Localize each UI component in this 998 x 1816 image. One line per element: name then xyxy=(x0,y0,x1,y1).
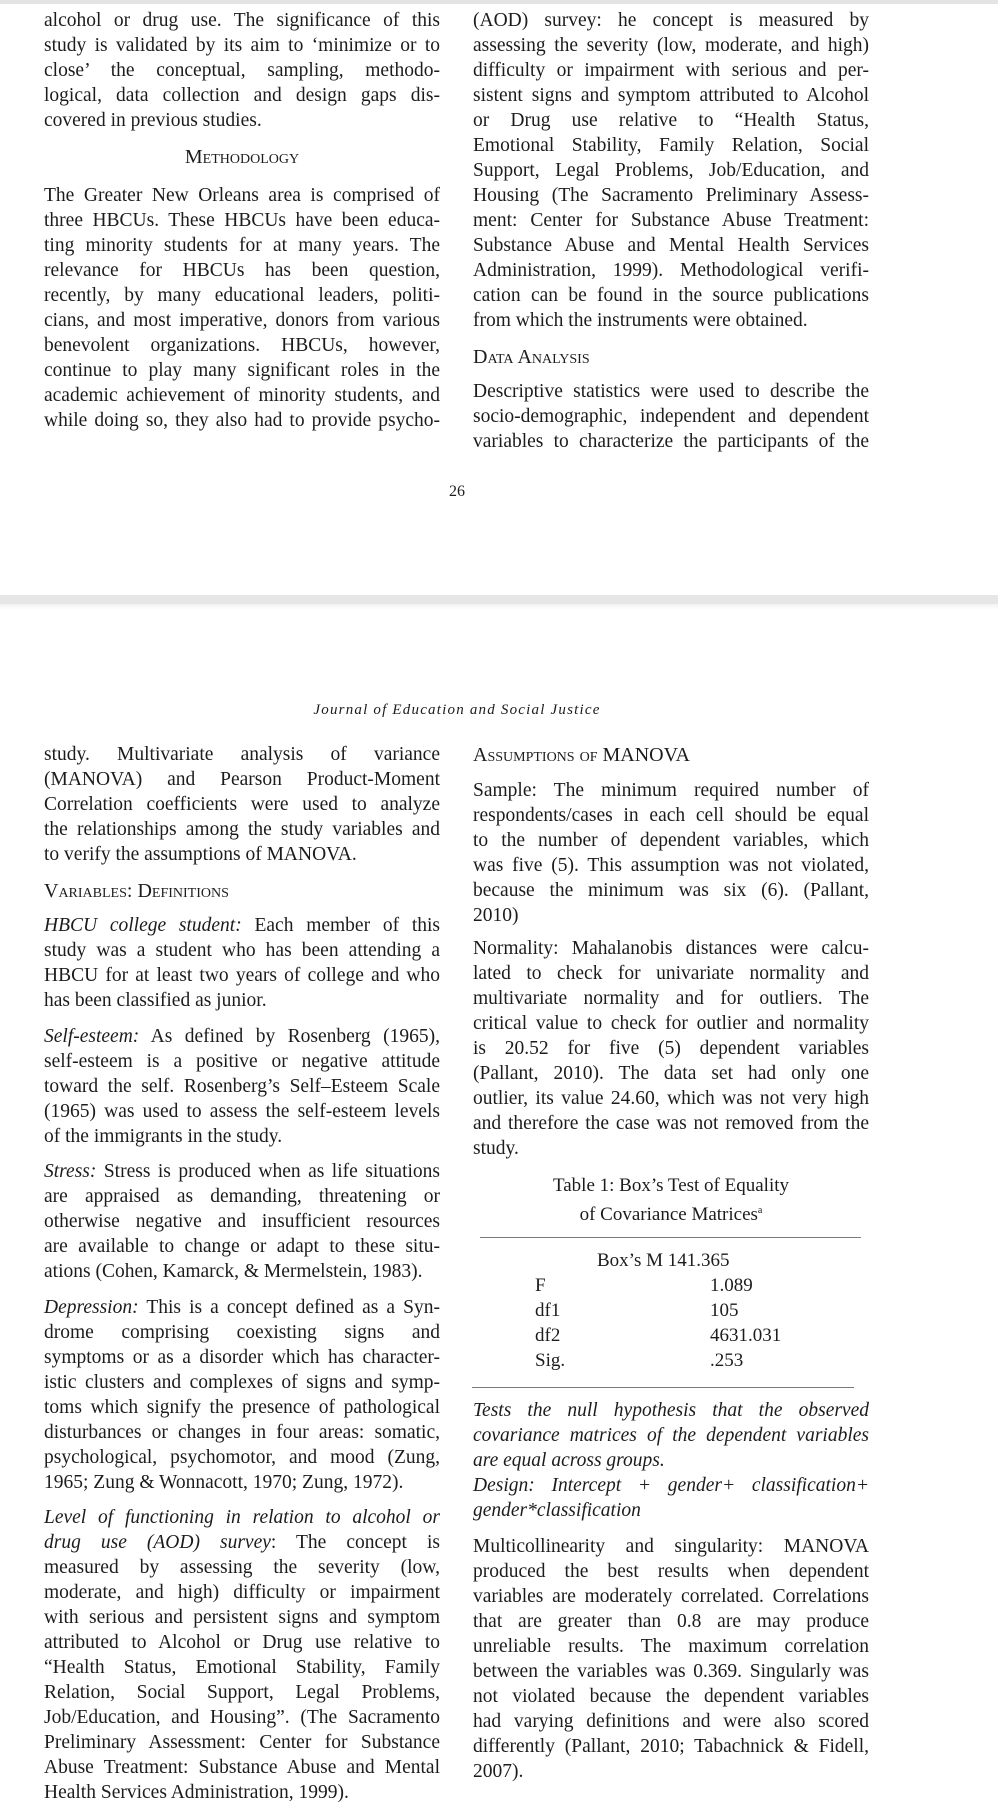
section-heading-variables: Variables: Definitions xyxy=(44,879,229,902)
text-line: Health Services Administration, 1999). xyxy=(44,1782,349,1803)
line-text: Each member of this xyxy=(241,914,440,936)
text-line: continue to play many significant roles in the xyxy=(44,359,440,381)
paragraph-methodology xyxy=(44,183,440,433)
text-line: Preliminary Assessment: Center for Substance xyxy=(44,1732,440,1753)
text-line: The Greater New Orleans area is comprised of xyxy=(44,184,440,206)
paragraph-multicollinearity xyxy=(473,1534,869,1784)
text-line: psychological, psychomotor, and mood (Zung, xyxy=(44,1446,440,1468)
text-line: Normality: Mahalanobis distances were calcu- xyxy=(473,938,869,959)
paragraph-manova-intro xyxy=(44,742,440,867)
table-cell-value: 141.365 xyxy=(667,1249,730,1271)
text-line: socio-demographic, independent and dependent xyxy=(473,405,869,427)
text-line: was five (5). This assumption was not violated, xyxy=(473,855,869,876)
text-line xyxy=(44,1024,440,1049)
text-line: relevance for HBCUs has been question, xyxy=(44,259,440,281)
paragraph-sample xyxy=(473,778,869,928)
italic-term: Self-esteem: xyxy=(44,1025,140,1047)
text-line: 2007). xyxy=(473,1761,524,1782)
text-line: that are greater than 0.8 are may produce xyxy=(473,1611,869,1632)
text-line: Relation, Social Support, Legal Problems, xyxy=(44,1682,440,1703)
text-line: covered in previous studies. xyxy=(44,110,262,131)
table-row xyxy=(535,1298,560,1323)
text-line: produced the best results when dependent xyxy=(473,1561,869,1582)
text-line: study was a student who has been attending a xyxy=(44,939,440,961)
italic-term: HBCU college student: xyxy=(44,914,242,936)
text-line xyxy=(44,1530,440,1555)
section-heading-assumptions: Assumptions of MANOVA xyxy=(473,743,690,766)
text-line: alcohol or drug use. The significance of this xyxy=(44,10,440,31)
text-line: differently (Pallant, 2010; Tabachnick & Fidell, xyxy=(473,1736,869,1757)
table-cell-label: df2 xyxy=(535,1324,561,1346)
text-line: Housing (The Sacramento Preliminary Assess- xyxy=(473,185,869,206)
text-line: self-esteem is a positive or negative attitude xyxy=(44,1050,440,1072)
table-cell-value: 4631.031 xyxy=(710,1324,782,1346)
text-line: close’ the conceptual, sampling, methodo- xyxy=(44,60,440,81)
table-title xyxy=(473,1174,869,1223)
table-cell-value: .253 xyxy=(710,1349,744,1371)
text-line: (1965) was used to assess the self-esteem levels xyxy=(44,1100,440,1122)
table-top-rule xyxy=(480,1237,861,1238)
text-line: lated to check for univariate normality and xyxy=(473,963,869,984)
text-line: Correlation coefficients were used to analyze xyxy=(44,793,440,815)
text-line: Support, Legal Problems, Job/Education, and xyxy=(473,160,869,181)
text-line: Tests the null hypothesis that the observed xyxy=(473,1400,869,1421)
text-line: three HBCUs. These HBCUs have been educa- xyxy=(44,209,440,231)
text-line: study. xyxy=(473,1138,519,1159)
table-title-line-2 xyxy=(473,1199,869,1224)
text-line: toms which signify the presence of pathological xyxy=(44,1396,440,1418)
text-line: are available to change or adapt to these situ- xyxy=(44,1235,440,1257)
text-line: Abuse Treatment: Substance Abuse and Mental xyxy=(44,1757,440,1778)
text-line: are equal across groups. xyxy=(473,1450,665,1471)
text-line: recently, by many educational leaders, politi- xyxy=(44,284,440,306)
text-line: attributed to Alcohol or Drug use relative to xyxy=(44,1632,440,1653)
section-heading-data-analysis: Data Analysis xyxy=(473,345,590,368)
italic-term: drug use (AOD) survey xyxy=(44,1532,271,1553)
paragraph-significance xyxy=(44,8,440,133)
table-title-text: of Covariance Matrices xyxy=(579,1203,758,1225)
text-line xyxy=(44,913,440,938)
text-line: has been classified as junior. xyxy=(44,989,267,1011)
italic-term: Depression: xyxy=(44,1296,139,1318)
italic-term: Stress: xyxy=(44,1160,97,1182)
text-line: ations (Cohen, Kamarck, & Mermelstein, 1983). xyxy=(44,1260,423,1282)
table-cell-label: Sig. xyxy=(535,1349,566,1371)
table-row xyxy=(535,1323,560,1348)
text-line: respondents/cases in each cell should be equal xyxy=(473,805,869,826)
text-line: Descriptive statistics were used to describe the xyxy=(473,380,869,402)
text-line: are appraised as demanding, threatening or xyxy=(44,1185,440,1207)
line-text: Stress is produced when as life situations xyxy=(96,1160,440,1182)
text-line: cation can be found in the source publications xyxy=(473,285,869,306)
text-line: to the number of dependent variables, which xyxy=(473,830,869,851)
text-line: or Drug use relative to “Health Status, xyxy=(473,110,869,131)
text-line: from which the instruments were obtained. xyxy=(473,310,808,331)
text-line: not violated because the dependent variables xyxy=(473,1686,869,1707)
text-line: benevolent organizations. HBCUs, however, xyxy=(44,334,440,356)
table-title-line-1: Table 1: Box’s Test of Equality xyxy=(552,1175,790,1196)
italic-term: Level of functioning in relation to alcohol or xyxy=(44,1507,440,1528)
text-line: 1965; Zung & Wonnacott, 1970; Zung, 1972). xyxy=(44,1471,404,1493)
text-line: moderate, and high) difficulty or impairment xyxy=(44,1582,440,1603)
text-line: multivariate normality and for outliers. The xyxy=(473,988,869,1009)
text-line: logical, data collection and design gaps dis- xyxy=(44,85,440,106)
text-line: gender*classification xyxy=(473,1500,641,1521)
paragraph-normality xyxy=(473,936,869,1161)
section-heading-methodology: Methodology xyxy=(184,146,300,168)
text-line xyxy=(44,1295,440,1320)
text-line: because the minimum was six (6). (Pallant, xyxy=(473,880,869,901)
definition-aod-survey xyxy=(44,1505,440,1805)
text-line: had varying definitions and were also scored xyxy=(473,1711,869,1732)
line-text: : The concept is xyxy=(270,1532,440,1553)
text-line: (MANOVA) and Pearson Product-Moment xyxy=(44,768,440,790)
text-line: Design: Intercept + gender+ classification+ xyxy=(473,1475,869,1496)
text-line: “Health Status, Emotional Stability, Family xyxy=(44,1657,440,1678)
table-cell-value: 105 xyxy=(710,1300,739,1321)
definition-self-esteem xyxy=(44,1024,440,1149)
text-line: istic clusters and complexes of signs and symp- xyxy=(44,1371,440,1393)
table-footnote-marker: a xyxy=(757,1204,763,1216)
text-line: while doing so, they also had to provide psycho- xyxy=(44,409,440,431)
text-line: (AOD) survey: he concept is measured by xyxy=(473,10,869,31)
text-line: sistent signs and symptom attributed to Alcohol xyxy=(473,85,869,106)
paragraph-data-analysis xyxy=(473,379,869,454)
table-row xyxy=(535,1273,546,1298)
table-bottom-rule xyxy=(472,1387,854,1388)
text-line: the relationships among the study variables and xyxy=(44,818,440,840)
text-line: otherwise negative and insufficient resources xyxy=(44,1210,440,1232)
text-line: between the variables was 0.369. Singularly was xyxy=(473,1661,869,1682)
text-line: Multicollinearity and singularity: MANOVA xyxy=(473,1536,869,1557)
page-number: 26 xyxy=(449,483,465,500)
text-line: study. Multivariate analysis of variance xyxy=(44,743,440,765)
definition-stress xyxy=(44,1159,440,1284)
text-line: toward the self. Rosenberg’s Self–Esteem Scale xyxy=(44,1075,440,1097)
text-line: unreliable results. The maximum correlation xyxy=(473,1636,869,1657)
text-line: Sample: The minimum required number of xyxy=(473,780,869,801)
viewer-top-edge xyxy=(0,0,998,4)
table-cell-label: Box’s M xyxy=(597,1249,663,1271)
text-line: with serious and persistent signs and symptom xyxy=(44,1607,440,1628)
text-line: Job/Education, and Housing”. (The Sacramento xyxy=(44,1707,440,1728)
page-separator xyxy=(0,595,998,604)
text-line: difficulty or impairment with serious and per- xyxy=(473,60,869,81)
table-cell-value: 1.089 xyxy=(710,1275,753,1296)
text-line: is 20.52 for five (5) dependent variables xyxy=(473,1038,869,1059)
text-line: study is validated by its aim to ‘minimize or to xyxy=(44,35,440,56)
text-line: assessing the severity (low, moderate, and high) xyxy=(473,35,869,56)
text-line: drome comprising coexisting signs and xyxy=(44,1321,440,1343)
table-row xyxy=(535,1348,565,1373)
text-line: ting minority students for at many years. The xyxy=(44,234,440,256)
text-line: ment: Center for Substance Abuse Treatment: xyxy=(473,210,869,231)
paragraph-aod-survey xyxy=(473,8,869,333)
definition-depression xyxy=(44,1295,440,1495)
table-cell-label: F xyxy=(535,1275,546,1296)
text-line xyxy=(44,1505,440,1530)
text-line: symptoms or as a disorder which has character- xyxy=(44,1346,440,1368)
text-line: Administration, 1999). Methodological verifi- xyxy=(473,260,869,281)
text-line: (Pallant, 2010). The data set had only one xyxy=(473,1063,869,1084)
text-line: covariance matrices of the dependent variables xyxy=(473,1425,869,1446)
table-row-box-m xyxy=(597,1248,730,1273)
text-line: outlier, its value 24.60, which was not very high xyxy=(473,1088,869,1109)
table-cell-label: df1 xyxy=(535,1300,561,1321)
text-line: measured by assessing the severity (low, xyxy=(44,1557,440,1578)
definition-hbcu-student xyxy=(44,913,440,1013)
text-line: variables are moderately correlated. Correlations xyxy=(473,1586,869,1607)
text-line: of the immigrants in the study. xyxy=(44,1125,283,1147)
text-line: 2010) xyxy=(473,905,519,926)
line-text: As defined by Rosenberg (1965), xyxy=(139,1025,440,1047)
text-line: and therefore the case was not removed from the xyxy=(473,1113,869,1134)
page-separator-shadow xyxy=(0,604,998,610)
text-line: academic achievement of minority students, and xyxy=(44,384,440,406)
running-header: Journal of Education and Social Justice xyxy=(313,702,601,718)
line-text: This is a concept defined as a Syn- xyxy=(138,1296,440,1318)
text-line: variables to characterize the participants of the xyxy=(473,430,869,452)
text-line: HBCU for at least two years of college and who xyxy=(44,964,440,986)
text-line: to verify the assumptions of MANOVA. xyxy=(44,843,357,865)
text-line: Emotional Stability, Family Relation, Social xyxy=(473,135,869,156)
text-line: cians, and most imperative, donors from various xyxy=(44,309,440,331)
text-line: critical value to check for outlier and normality xyxy=(473,1013,869,1034)
table-note xyxy=(473,1398,869,1523)
text-line: Substance Abuse and Mental Health Services xyxy=(473,235,869,256)
text-line xyxy=(44,1159,440,1184)
text-line: disturbances or changes in four areas: somatic, xyxy=(44,1421,440,1443)
